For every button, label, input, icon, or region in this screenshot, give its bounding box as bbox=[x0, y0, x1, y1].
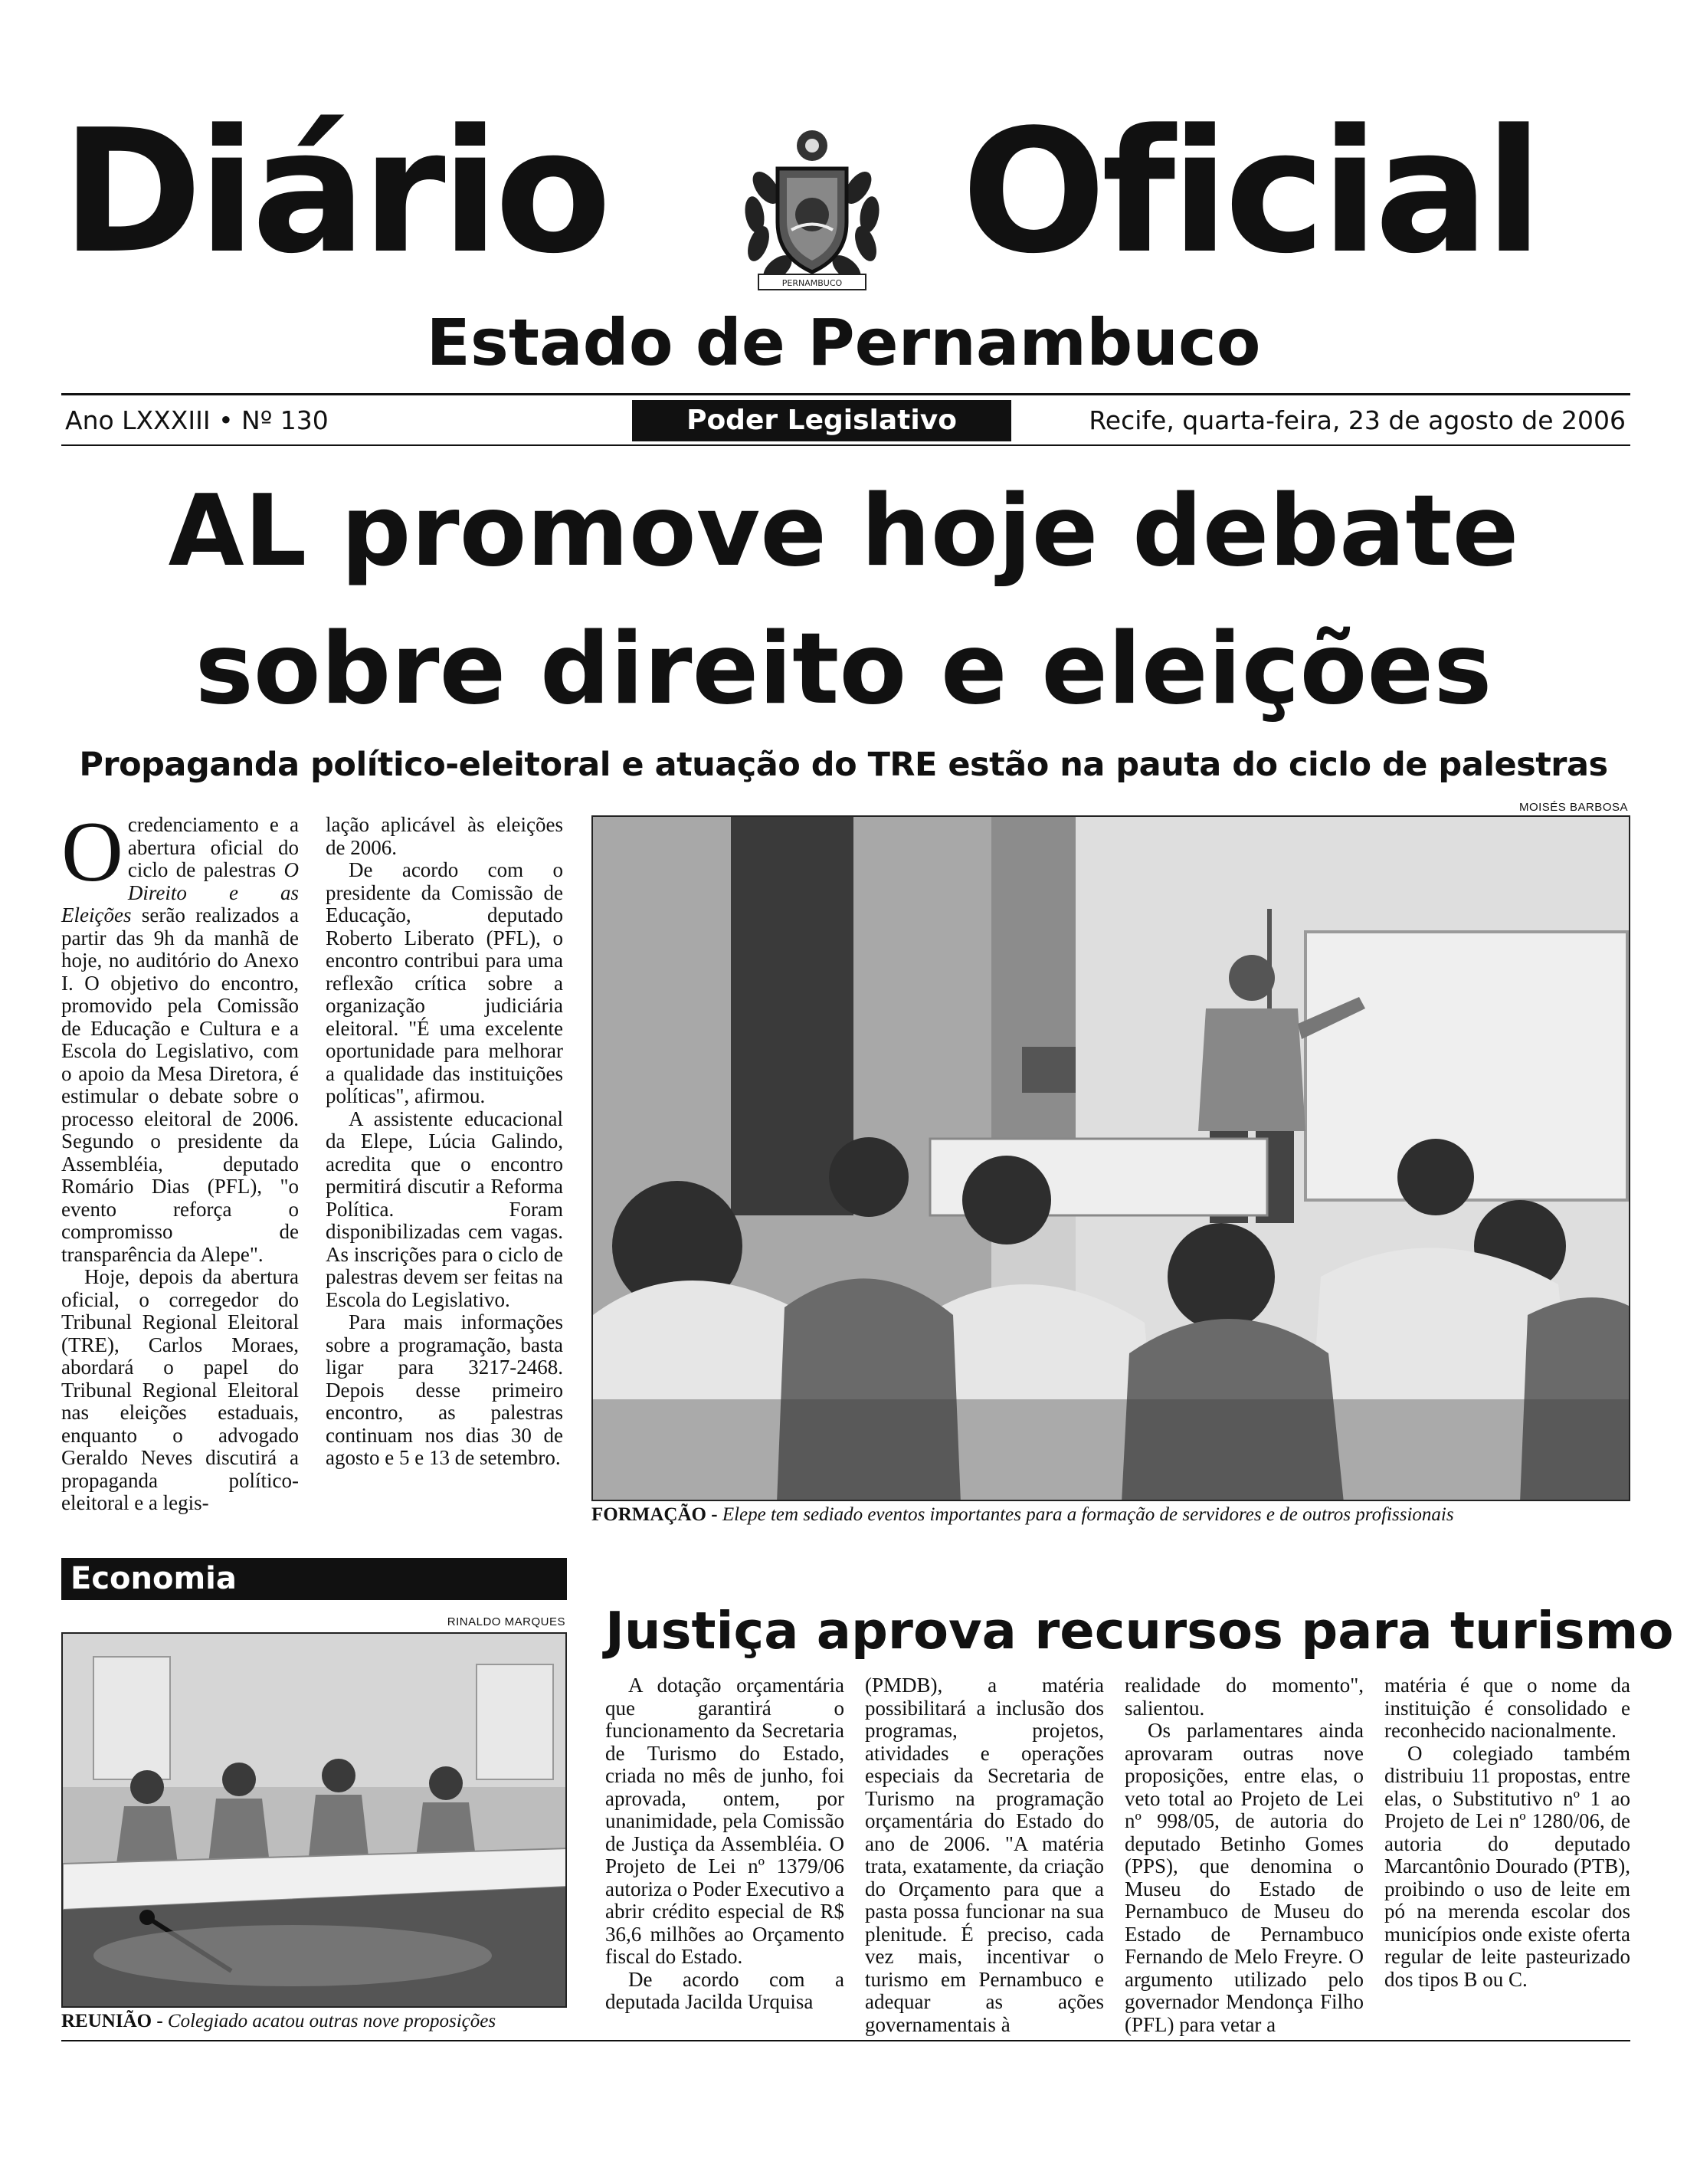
economy-column-2 bbox=[865, 1674, 1104, 2035]
lead-paragraph-1-text-a: credenciamento e a abertura oficial do ciclo de palestras bbox=[127, 813, 299, 881]
economy-photo-credit: RINALDO MARQUES bbox=[447, 1615, 565, 1628]
economy-column-4 bbox=[1384, 1674, 1630, 2035]
lead-column-2 bbox=[326, 814, 563, 1519]
lead-paragraph-4: De acordo com o presidente da Comissão de Educação, deputado Roberto Liberato (PFL), o encontro contribui para uma reflexão crítica sobre a organização judiciária eleitoral. "É uma excelente oportunidade para melhorar a qualidade das instituições políticas", afirmou. bbox=[326, 858, 563, 1107]
edition-number: Ano LXXXIII • Nº 130 bbox=[65, 405, 329, 435]
masthead-rule-bottom bbox=[61, 444, 1630, 446]
economy-paragraph-6: matéria é que o nome da instituição é consolidado e reconhecido nacionalmente. bbox=[1384, 1674, 1630, 1742]
economy-photo-caption bbox=[61, 2011, 496, 2032]
state-seal-icon bbox=[724, 123, 900, 299]
lead-headline-line-1: AL promove hoje debate bbox=[168, 474, 1519, 589]
lead-column-1 bbox=[61, 805, 299, 1519]
section-header-economia: Economia bbox=[61, 1558, 567, 1600]
masthead-title-right: Oficial bbox=[961, 93, 1538, 291]
economy-paragraph-7: O colegiado também distribuiu 11 propostas, entre elas, o Substitutivo nº 1 ao Projeto de Lei nº 1280/06, de autoria do deputado Marcantônio Dourado (PTB), proibindo o uso de leite em pó na merenda escolar dos municípios onde existe oferta regular de leite pasteurizado dos tipos B ou C. bbox=[1384, 1741, 1630, 1991]
lead-paragraph-1 bbox=[61, 805, 299, 1266]
masthead-subtitle: Estado de Pernambuco bbox=[426, 305, 1261, 380]
economy-paragraph-5: Os parlamentares ainda aprovaram outras nove proposições, entre elas, o veto total ao Projeto de Lei nº 998/05, de autoria do deputado Betinho Gomes (PPS), que denomina o Museu do Estado de Pernambuco de Museu do Estado de Pernambuco Fernando de Melo Freyre. O argumento utilizado pelo governador Mendonça Filho (PFL) para vetar a bbox=[1125, 1719, 1364, 2036]
economy-caption-text: Colegiado acatou outras nove proposições bbox=[167, 2011, 496, 2032]
lead-subheadline: Propaganda político-eleitoral e atuação do TRE estão na pauta do ciclo de palestras bbox=[79, 746, 1608, 784]
economy-column-3 bbox=[1125, 1674, 1364, 2035]
lead-paragraph-5: A assistente educacional da Elepe, Lúcia Galindo, acredita que o encontro permitirá discutir a Reforma Política. Foram disponibilizadas cem vagas. As inscrições para o ciclo de palestras devem ser feitas na Escola do Legislativo. bbox=[326, 1107, 563, 1311]
economy-paragraph-2: De acordo com a deputada Jacilda Urquisa bbox=[605, 1967, 844, 2013]
lead-paragraph-6: Para mais informações sobre a programação, basta ligar para 3217-2468. Depois desse primeiro encontro, as palestras continuam nos dias 30 de agosto e 5 e 13 de setembro. bbox=[326, 1310, 563, 1469]
economy-headline: Justiça aprova recursos para turismo bbox=[605, 1601, 1674, 1661]
lead-paragraph-2: Hoje, depois da abertura oficial, o corregedor do Tribunal Regional Eleitoral (TRE), Carlos Moraes, abordará o papel do Tribunal Regional Eleitoral nas eleições estaduais, enquanto o advogado Geraldo Neves discutirá a propaganda político-eleitoral e a legis- bbox=[61, 1265, 299, 1514]
lead-event-title: O Direito e as Eleições bbox=[61, 858, 299, 926]
lead-caption-text: Elepe tem sediado eventos importantes para a formação de servidores e de outros profissionais bbox=[722, 1504, 1454, 1525]
footer-rule bbox=[61, 2040, 1630, 2041]
economy-paragraph-3: (PMDB), a matéria possibilitará a inclusão dos programas, projetos, atividades e operações especiais da Secretaria de Turismo na programação orçamentária do Estado do ano de 2006. "A matéria trata, exatamente, da criação do Orçamento para que a pasta possa funcionar na sua plenitude. É preciso, cada vez mais, incentivar o turismo em Pernambuco e adequar as ações governamentais à bbox=[865, 1674, 1104, 2036]
drop-cap: O bbox=[61, 805, 123, 900]
masthead-title-left: Diário bbox=[61, 93, 608, 291]
section-badge: Poder Legislativo bbox=[632, 400, 1011, 441]
masthead-rule-top bbox=[61, 393, 1630, 395]
lead-photo-classroom bbox=[591, 815, 1630, 1501]
economy-photo-meeting bbox=[61, 1632, 567, 2008]
lead-caption-label: FORMAÇÃO - bbox=[591, 1504, 718, 1525]
economy-paragraph-4: realidade do momento", salientou. bbox=[1125, 1674, 1364, 1720]
lead-paragraph-1-text-b: serão realizados a partir das 9h da manhã de hoje, no auditório do Anexo I. O objetivo do encontro, promovido pela Comissão de Educação e Cultura e a Escola do Legislativo, com o apoio da Mesa Diretora, é estimular o debate sobre o processo eleitoral de 2006. Segundo o presidente da Assembléia, deputado Romário Dias (PFL), "o evento reforça o compromisso de transparência da Alepe". bbox=[61, 903, 299, 1266]
economy-caption-label: REUNIÃO - bbox=[61, 2011, 163, 2032]
lead-photo-credit: MOISÉS BARBOSA bbox=[1518, 801, 1628, 814]
economy-paragraph-1: A dotação orçamentária que garantirá o funcionamento da Secretaria de Turismo do Estado, criada no mês de junho, foi aprovada, ontem, por unanimidade, pela Comissão de Justiça da Assembléia. O Projeto de Lei nº 1379/06 autoriza o Poder Executivo a abrir crédito especial de R$ 36,6 milhões ao Orçamento fiscal do Estado. bbox=[605, 1674, 844, 1968]
lead-paragraph-3: lação aplicável às eleições de 2006. bbox=[326, 813, 563, 859]
economy-column-1 bbox=[605, 1674, 844, 2035]
svg-text:PERNAMBUCO: PERNAMBUCO bbox=[781, 278, 843, 288]
lead-photo-caption bbox=[591, 1504, 1454, 1526]
dateline: Recife, quarta-feira, 23 de agosto de 2006 bbox=[1089, 405, 1626, 435]
lead-headline-line-2: sobre direito e eleições bbox=[195, 612, 1492, 726]
